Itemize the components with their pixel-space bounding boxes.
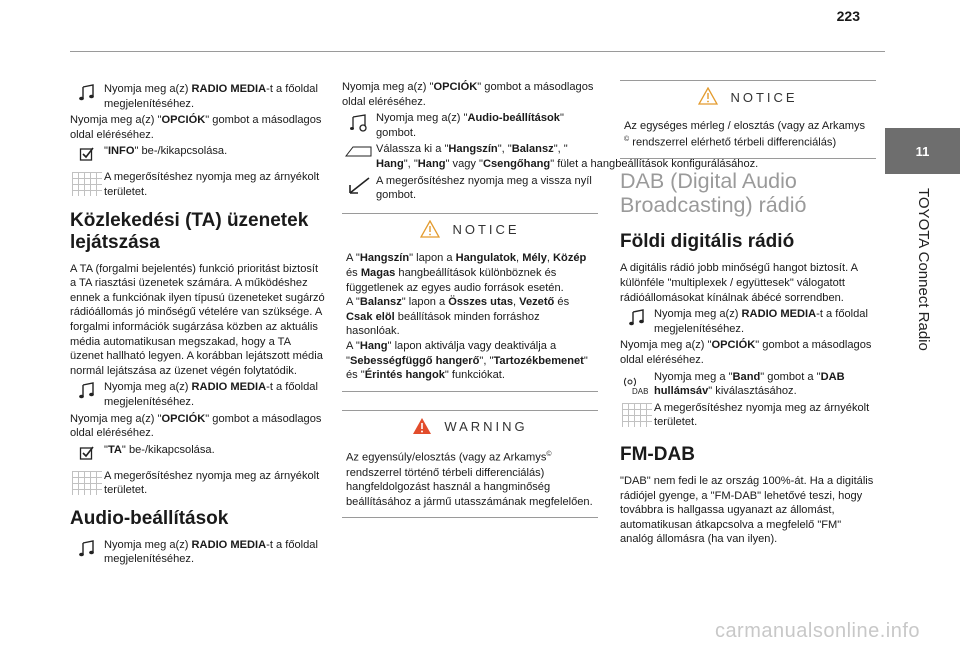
ta-heading: Közlekedési (TA) üzenetek lejátszása: [70, 209, 309, 253]
notice-box: [620, 80, 876, 159]
notice-label: NOTICE: [730, 89, 798, 105]
step-band: DAB Nyomja meg a "Band" gombot a "DAB hullámsáv" kiválasztásához.: [620, 370, 876, 399]
warning-text: Az egyensúly/elosztás (vagy az Arkamys© rendszerrel történő térbeli differenciálás) hangfeldolgozást használ a hangminőség beállításához a jármű utasszámának megfelelően.: [346, 451, 593, 508]
terrestrial-body: A digitális rádió jobb minőségű hangot biztosít. A különféle "multiplexek / együttesek" válogatott rádióállomásokat kínálnak ábécé sorrendben.: [620, 262, 858, 304]
chapter-tab: [885, 128, 960, 174]
step-radio-media: Nyomja meg a(z) RADIO MEDIA-t a főoldal megjelenítéséhez.: [70, 82, 326, 111]
audio-heading: Audio-beállítások: [70, 507, 229, 529]
step-confirm: A megerősítéshez nyomja meg az árnyékolt területet.: [70, 170, 326, 199]
music-note-icon: [620, 307, 654, 327]
checkbox-icon: [70, 144, 104, 162]
fmdab-body: "DAB" nem fedi le az ország 100%-át. Ha a digitális rádiójel gyenge, a "FM-DAB" lehetővé teszi, hogy továbbra is hallgassa ugyanazt az állomást, automatikusan átkapcsolva a megfelelő "FM" analóg állomásra (ha van ilyen).: [620, 475, 874, 546]
warning-icon: [412, 417, 432, 439]
audio-settings-icon: [342, 111, 376, 133]
notice-label: NOTICE: [452, 222, 520, 238]
notice-icon: [698, 87, 718, 109]
column-3: [620, 80, 876, 547]
back-arrow-icon: [342, 174, 376, 196]
shaded-area-icon: [70, 469, 104, 495]
column-1: [70, 80, 326, 569]
step-options: Nyomja meg a(z) "OPCIÓK" gombot a másodlagos oldal eléréséhez.: [342, 81, 594, 108]
header-rule: [70, 51, 890, 52]
dab-icon-text: DAB: [632, 386, 649, 396]
step-radio-media: Nyomja meg a(z) RADIO MEDIA-t a főoldal megjelenítéséhez.: [70, 538, 326, 567]
shaded-area-icon: [620, 401, 654, 427]
terrestrial-heading: Földi digitális rádió: [620, 231, 795, 253]
notice-icon: [420, 220, 440, 242]
step-audio-settings: Nyomja meg a(z) "Audio-beállítások" gombot.: [342, 111, 598, 140]
notice-p3: A "Hang" lapon aktiválja vagy deaktiválja a "Sebességfüggő hangerő", "Tartozékbemenet" és "Érintés hangok" funkciókat.: [346, 339, 588, 382]
notice-p1: A "Hangszín" lapon a Hangulatok, Mély, Közép és Magas hangbeállítások különböznek és függetlenek az egyes audio források esetén.: [346, 252, 587, 294]
tab-icon: [342, 142, 376, 158]
music-note-icon: [70, 380, 104, 400]
music-note-icon: [70, 538, 104, 558]
step-select-tab: Válassza ki a "Hangszín", "Balansz", " Hang", "Hang" vagy "Csengőhang" fület a hangbeállítások konfigurálásához.: [342, 142, 598, 171]
step-confirm: A megerősítéshez nyomja meg az árnyékolt területet.: [70, 469, 326, 498]
step-ta-toggle: "TA" be-/kikapcsolása.: [70, 443, 326, 461]
step-back: A megerősítéshez nyomja meg a vissza nyíl gombot.: [342, 174, 598, 203]
chapter-number: 11: [915, 143, 930, 159]
fmdab-heading: FM-DAB: [620, 444, 695, 465]
ta-body: A TA (forgalmi bejelentés) funkció prioritást biztosít a TA riasztási üzenetek számára. A működéshez ennek a funkciónak ilyen típusú üzeneteket sugárzó rádióállomás jó minőségű vételére van szüksége. A forgalmi információk sugárzása közben az aktuális média automatikusan megszakad, hogy a TA üzenet hallható legyen. A korábban lejátszott média normál lejátszása az üzenet végén folytatódik.: [70, 262, 325, 377]
checkbox-icon: [70, 443, 104, 461]
notice-box: [342, 213, 598, 392]
step-options: Nyomja meg a(z) "OPCIÓK" gombot a másodlagos oldal eléréséhez.: [70, 412, 322, 440]
notice-p2: A "Balansz" lapon a Összes utas, Vezető és Csak elöl beállítások minden forráshoz hasonlóak.: [346, 296, 570, 338]
dab-icon: [620, 370, 654, 396]
dab-title: DAB (Digital Audio Broadcasting) rádió: [620, 169, 807, 218]
page-number: 223: [836, 8, 860, 24]
step-info-toggle: "INFO" be-/kikapcsolása.: [70, 144, 326, 162]
music-note-icon: [70, 82, 104, 102]
step-radio-media: Nyomja meg a(z) RADIO MEDIA-t a főoldal megjelenítéséhez.: [620, 307, 876, 336]
watermark: carmanualsonline.info: [714, 620, 920, 642]
step-options: Nyomja meg a(z) "OPCIÓK" gombot a másodlagos oldal eléréséhez.: [620, 339, 872, 367]
chapter-sidebar: [885, 0, 960, 649]
step-options: Nyomja meg a(z) "OPCIÓK" gombot a másodlagos oldal eléréséhez.: [70, 114, 322, 141]
step-radio-media: Nyomja meg a(z) RADIO MEDIA-t a főoldal megjelenítéséhez.: [70, 380, 326, 409]
warning-box: [342, 410, 598, 519]
shaded-area-icon: [70, 170, 104, 196]
step-confirm: A megerősítéshez nyomja meg az árnyékolt területet.: [620, 401, 876, 430]
chapter-title: TOYOTA Connect Radio: [915, 188, 932, 351]
notice-text: Az egységes mérleg / elosztás (vagy az Arkamys © rendszerrel elérhető térbeli differenciálás): [624, 119, 866, 149]
warning-label: WARNING: [444, 419, 528, 435]
